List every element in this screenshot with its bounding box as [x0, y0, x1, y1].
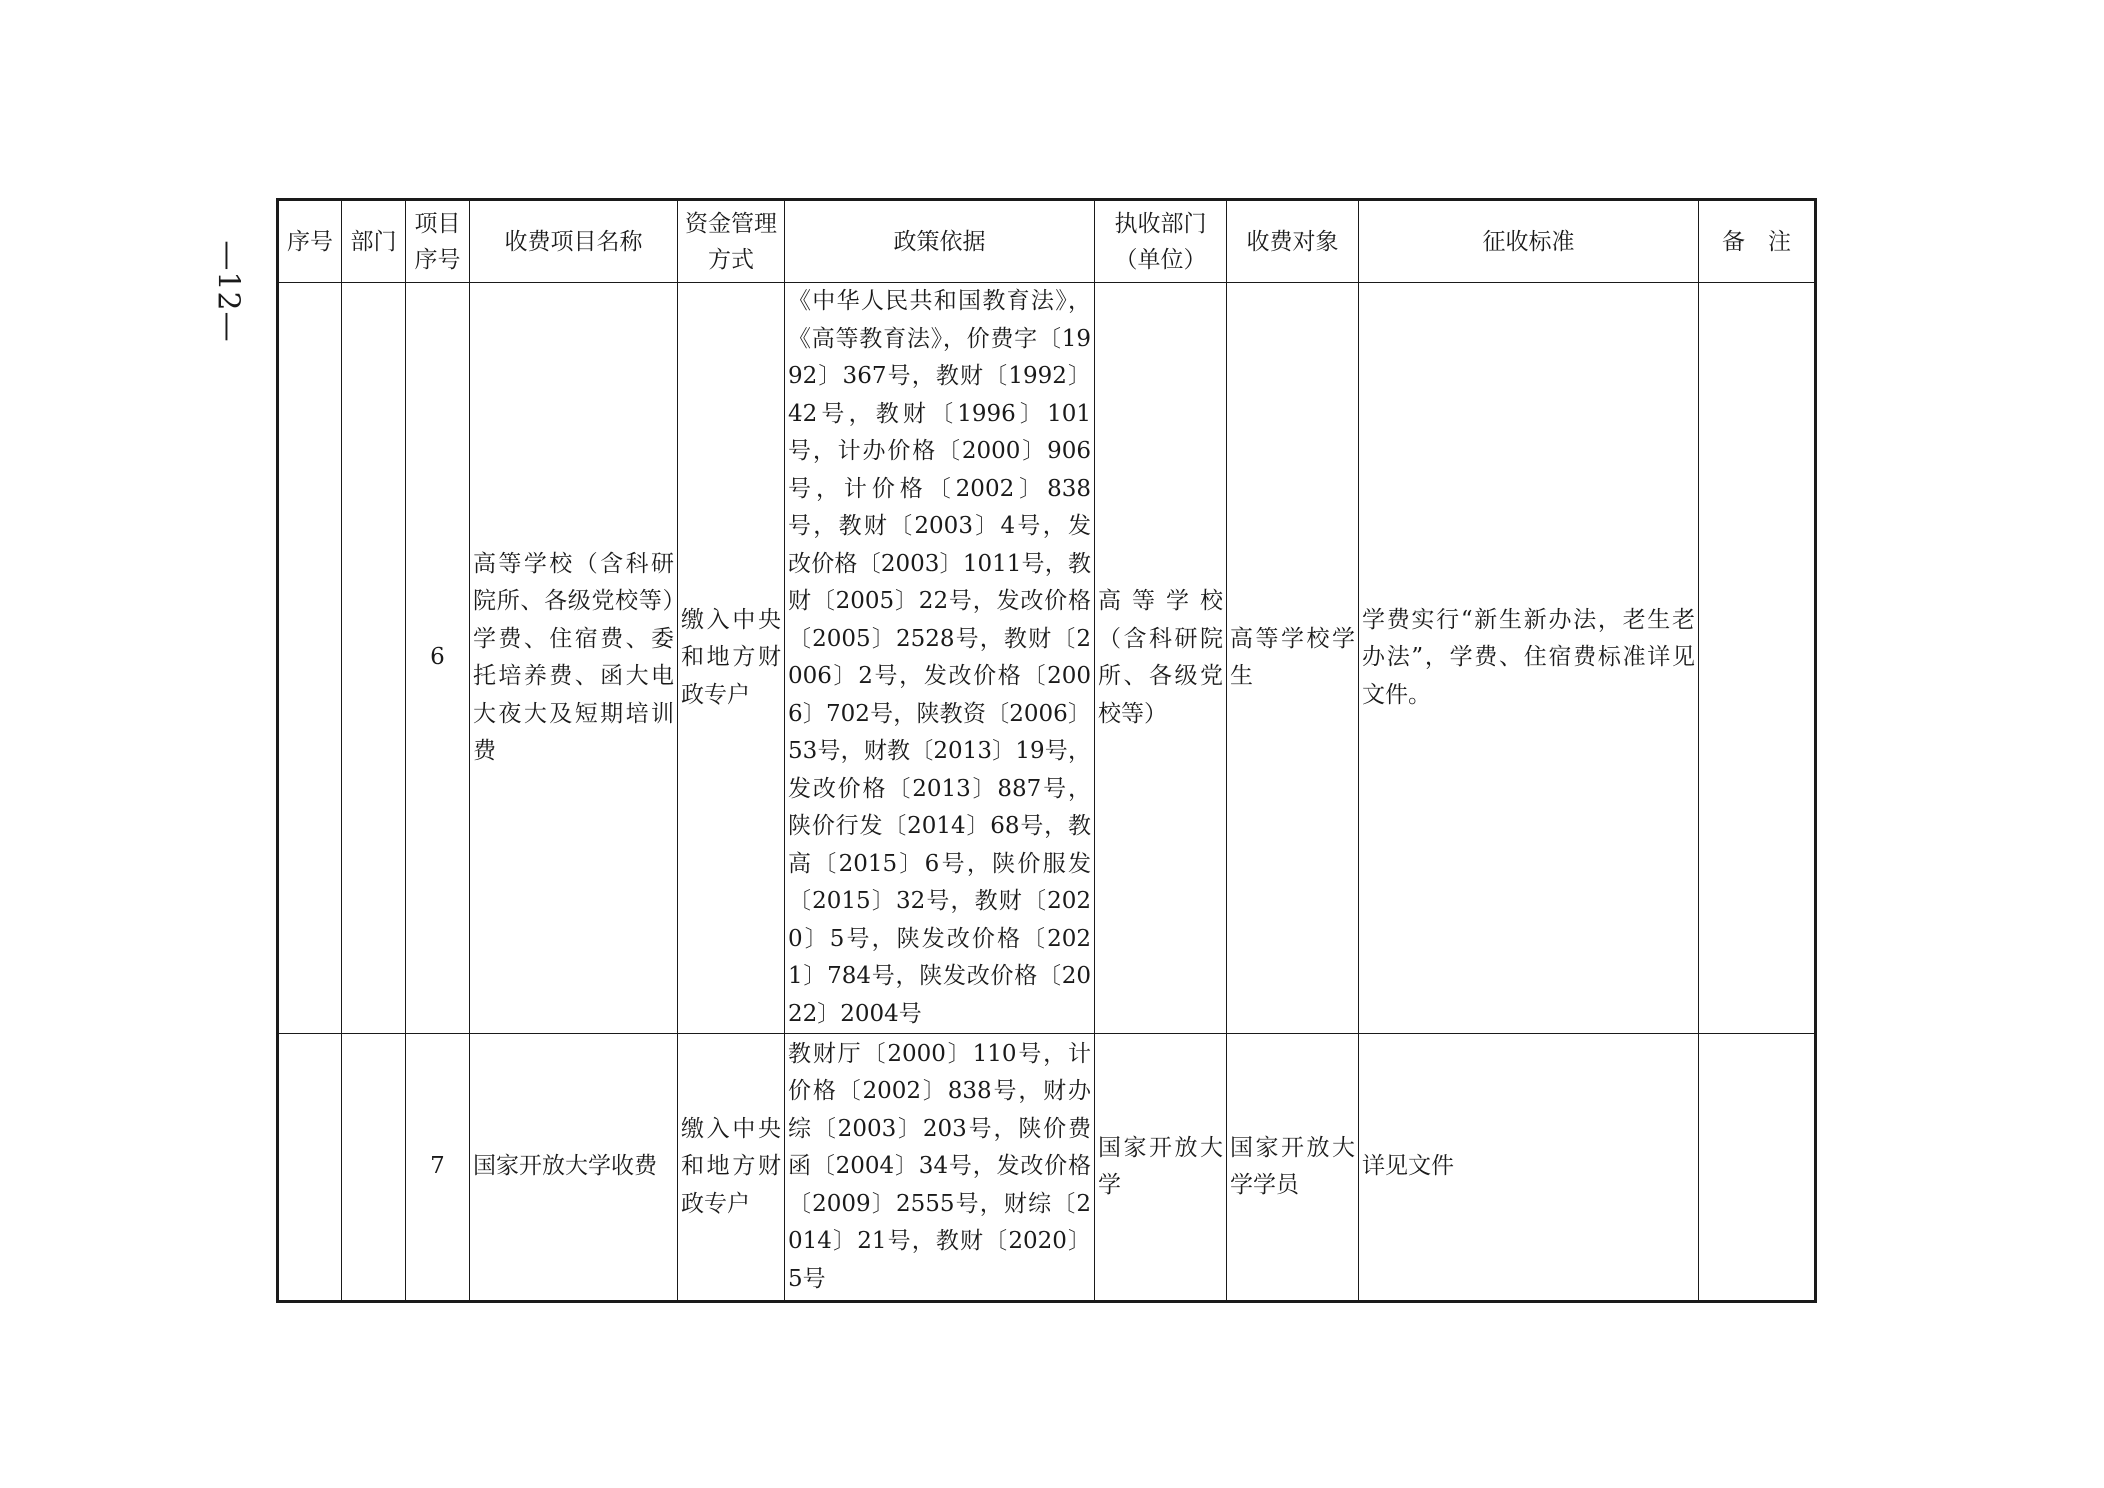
header-collector: 执收部门（单位） — [1095, 200, 1227, 283]
cell-dept — [342, 283, 406, 1034]
header-target: 收费对象 — [1227, 200, 1359, 283]
header-fund-mgmt: 资金管理方式 — [678, 200, 785, 283]
header-policy: 政策依据 — [785, 200, 1095, 283]
cell-item-seq: 6 — [406, 283, 470, 1034]
header-dept: 部门 — [342, 200, 406, 283]
fee-table — [276, 198, 1817, 1303]
fee-table-container — [276, 198, 1814, 1292]
table-row — [278, 1034, 1816, 1302]
cell-item-seq: 7 — [406, 1034, 470, 1302]
cell-remark — [1699, 1034, 1816, 1302]
cell-standard: 详见文件 — [1359, 1034, 1699, 1302]
header-seq: 序号 — [278, 200, 342, 283]
cell-target: 高等学校学生 — [1227, 283, 1359, 1034]
cell-fund-mgmt: 缴入中央和地方财政专户 — [678, 1034, 785, 1302]
cell-policy: 教财厅〔2000〕110号，计价格〔2002〕838号，财办综〔2003〕203号，陕价费函〔2004〕34号，发改价格〔2009〕2555号，财综〔2014〕21号，教财〔2020〕5号 — [785, 1034, 1095, 1302]
page-number — [208, 236, 248, 346]
cell-fund-mgmt: 缴入中央和地方财政专户 — [678, 283, 785, 1034]
cell-item-name: 高等学校（含科研院所、各级党校等）学费、住宿费、委托培养费、函大电大夜大及短期培训费 — [470, 283, 678, 1034]
header-remark: 备 注 — [1699, 200, 1816, 283]
cell-seq — [278, 283, 342, 1034]
header-item-seq: 项目序号 — [406, 200, 470, 283]
cell-collector: 高等学校（含科研院所、各级党校等） — [1095, 283, 1227, 1034]
cell-seq — [278, 1034, 342, 1302]
table-header-row — [278, 200, 1816, 283]
cell-dept — [342, 1034, 406, 1302]
header-item-name: 收费项目名称 — [470, 200, 678, 283]
cell-remark — [1699, 283, 1816, 1034]
cell-policy: 《中华人民共和国教育法》，《高等教育法》，价费字〔1992〕367号，教财〔1992〕42号，教财〔1996〕101号，计办价格〔2000〕906号，计价格〔2002〕838号，教财〔2003〕4号，发改价格〔2003〕1011号，教财〔2005〕22号，发改价格〔2005〕2528号，教财〔2006〕2号，发改价格〔2006〕702号，陕教资〔2006〕53号，财教〔2013〕19号，发改价格〔2013〕887号，陕价行发〔2014〕68号，教高〔2015〕6号，陕价服发〔2015〕32号，教财〔2020〕5号，陕发改价格〔2021〕784号，陕发改价格〔2022〕2004号 — [785, 283, 1095, 1034]
cell-standard: 学费实行“新生新办法，老生老办法”，学费、住宿费标准详见文件。 — [1359, 283, 1699, 1034]
cell-collector: 国家开放大学 — [1095, 1034, 1227, 1302]
page-number-text: —12— — [210, 239, 246, 343]
cell-item-name: 国家开放大学收费 — [470, 1034, 678, 1302]
cell-target: 国家开放大学学员 — [1227, 1034, 1359, 1302]
header-standard: 征收标准 — [1359, 200, 1699, 283]
table-row — [278, 283, 1816, 1034]
